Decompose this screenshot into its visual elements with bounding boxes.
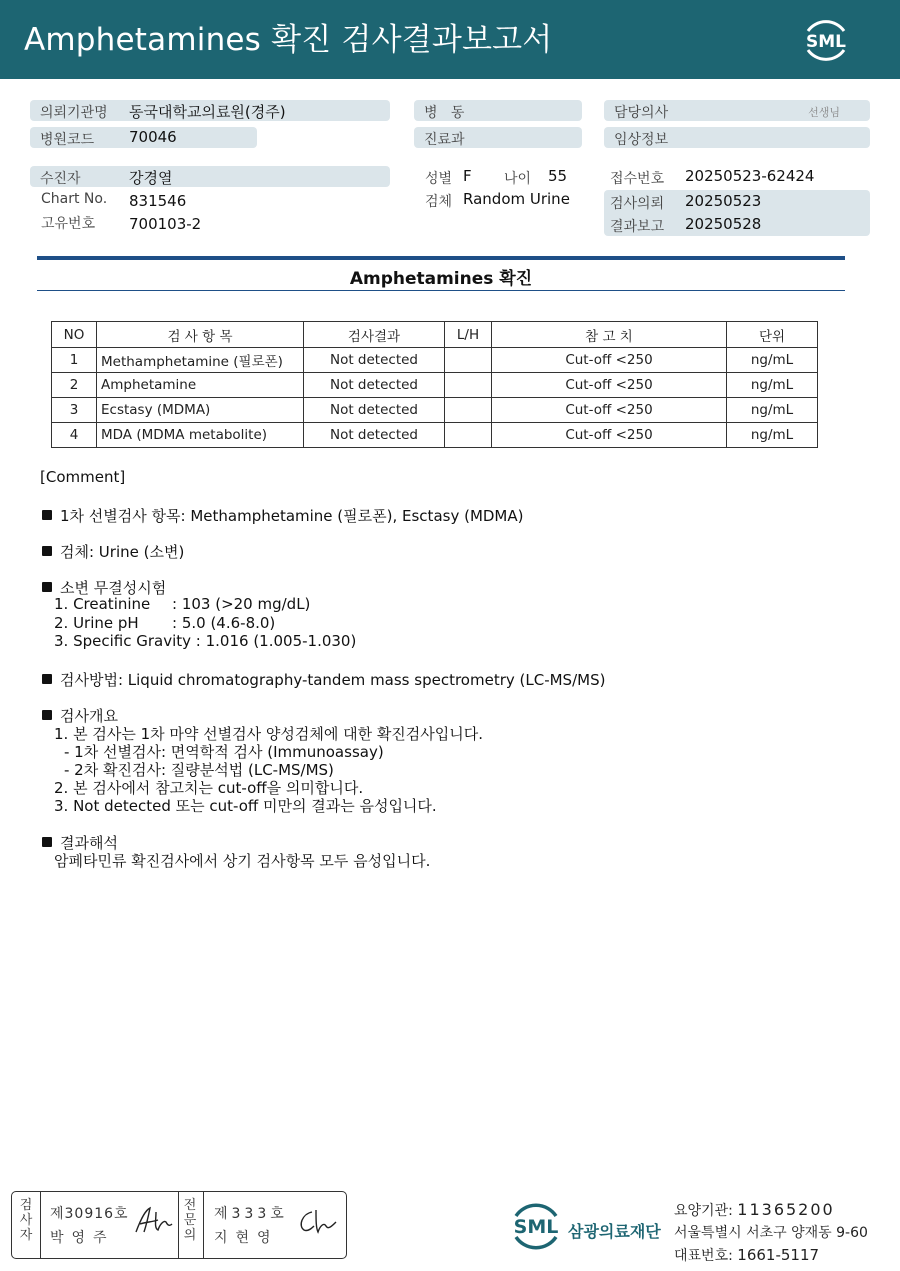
comment-interpretation-title-text: 결과해석 bbox=[60, 834, 118, 852]
clinical-info-field bbox=[604, 127, 870, 148]
interpretation-text: 암페타민류 확진검사에서 상기 검사항목 모두 음성입니다. bbox=[54, 852, 431, 870]
footer-org-name: 삼광의료재단 bbox=[568, 1222, 661, 1241]
care-code-label: 요양기관: bbox=[674, 1203, 733, 1219]
unique-no-value: 700103-2 bbox=[129, 215, 202, 233]
inspector-label-char: 사 bbox=[19, 1213, 33, 1228]
specialist-name: 지현영 bbox=[214, 1230, 279, 1246]
age-value: 55 bbox=[548, 167, 568, 185]
ward-field bbox=[414, 100, 582, 121]
request-date-value: 20250523 bbox=[685, 192, 762, 210]
request-date-label: 검사의뢰 bbox=[610, 196, 665, 212]
age-label: 나이 bbox=[504, 171, 532, 187]
section-divider-top bbox=[37, 256, 845, 260]
cell-item: Methamphetamine (필로폰) bbox=[97, 348, 304, 373]
patient-value: 강경열 bbox=[129, 169, 173, 187]
specimen-label: 검체 bbox=[425, 194, 453, 210]
footer-sml-logo-icon bbox=[508, 1198, 564, 1254]
doctor-suffix: 선생님 bbox=[808, 106, 840, 119]
cell-unit: ng/mL bbox=[727, 398, 818, 423]
comment-screening bbox=[42, 505, 524, 526]
institution-label: 의뢰기관명 bbox=[40, 105, 108, 121]
patient-label: 수진자 bbox=[40, 171, 81, 187]
phone-value: 1661-5117 bbox=[737, 1246, 820, 1264]
urinalysis-2-value: : 5.0 (4.6-8.0) bbox=[172, 614, 276, 632]
col-result: 검사결과 bbox=[304, 322, 445, 348]
report-title: Amphetamines 확진 검사결과보고서 bbox=[24, 22, 553, 58]
bullet-square-icon bbox=[42, 837, 52, 847]
comment-specimen-text: 검체: Urine (소변) bbox=[60, 543, 185, 561]
dates-field bbox=[604, 190, 870, 236]
care-code bbox=[674, 1200, 835, 1220]
cell-lh bbox=[445, 348, 492, 373]
col-ref: 참 고 치 bbox=[492, 322, 727, 348]
signature-divider bbox=[40, 1192, 41, 1258]
cell-no: 3 bbox=[52, 398, 97, 423]
table-row bbox=[52, 348, 818, 373]
inspector-signature-icon bbox=[132, 1204, 176, 1238]
table-row bbox=[52, 373, 818, 398]
phone-label: 대표번호: bbox=[674, 1248, 733, 1264]
section-divider-bottom bbox=[37, 290, 845, 291]
footer-address: 서울특별시 서초구 양재동 9-60 bbox=[674, 1225, 868, 1241]
specialist-label bbox=[178, 1198, 202, 1264]
cell-no: 2 bbox=[52, 373, 97, 398]
specialist-label-char: 의 bbox=[183, 1228, 197, 1243]
results-table bbox=[51, 321, 818, 448]
specialist-label-char: 문 bbox=[183, 1213, 197, 1228]
cell-item: Amphetamine bbox=[97, 373, 304, 398]
report-date-value: 20250528 bbox=[685, 215, 762, 233]
hospital-code-label: 병원코드 bbox=[40, 132, 95, 148]
cell-no: 4 bbox=[52, 423, 97, 448]
inspector-label bbox=[14, 1198, 38, 1264]
sml-logo-icon bbox=[800, 14, 852, 66]
cell-ref: Cut-off <250 bbox=[492, 373, 727, 398]
clinical-info-label: 임상정보 bbox=[614, 132, 669, 148]
receipt-no-value: 20250523-62424 bbox=[685, 167, 815, 185]
table-row bbox=[52, 398, 818, 423]
cell-unit: ng/mL bbox=[727, 423, 818, 448]
cell-item: Ecstasy (MDMA) bbox=[97, 398, 304, 423]
section-title: Amphetamines 확진 bbox=[349, 269, 533, 289]
overview-2: 2. 본 검사에서 참고치는 cut-off을 의미합니다. bbox=[54, 779, 364, 797]
inspector-label-char: 검 bbox=[19, 1198, 33, 1213]
cell-ref: Cut-off <250 bbox=[492, 348, 727, 373]
overview-1a: - 1차 선별검사: 면역학적 검사 (Immunoassay) bbox=[64, 743, 384, 761]
doctor-field bbox=[604, 100, 870, 121]
comment-heading: [Comment] bbox=[40, 468, 126, 486]
col-item: 검 사 항 목 bbox=[97, 322, 304, 348]
comment-urinalysis-title-text: 소변 무결성시험 bbox=[60, 579, 167, 597]
cell-unit: ng/mL bbox=[727, 373, 818, 398]
cell-unit: ng/mL bbox=[727, 348, 818, 373]
sex-label: 성별 bbox=[425, 171, 453, 187]
specialist-license: 제333호 bbox=[214, 1206, 288, 1222]
patient-field bbox=[30, 166, 390, 187]
sml-logo-text: SML bbox=[806, 32, 846, 52]
cell-ref: Cut-off <250 bbox=[492, 423, 727, 448]
urinalysis-1-name: 1. Creatinine bbox=[54, 595, 151, 613]
cell-no: 1 bbox=[52, 348, 97, 373]
footer-logo-text: SML bbox=[513, 1216, 559, 1238]
department-label: 진료과 bbox=[424, 132, 465, 148]
comment-method bbox=[42, 669, 605, 690]
overview-3: 3. Not detected 또는 cut-off 미만의 결과는 음성입니다. bbox=[54, 797, 437, 815]
signature-divider bbox=[203, 1192, 204, 1258]
specimen-value: Random Urine bbox=[463, 190, 570, 208]
col-lh: L/H bbox=[445, 322, 492, 348]
table-header-row bbox=[52, 322, 818, 348]
urinalysis-3: 3. Specific Gravity : 1.016 (1.005-1.030) bbox=[54, 632, 357, 650]
specialist-label-char: 전 bbox=[183, 1198, 197, 1213]
care-code-value: 11365200 bbox=[737, 1200, 835, 1219]
bullet-square-icon bbox=[42, 710, 52, 720]
specialist-signature-icon bbox=[294, 1206, 338, 1238]
bullet-square-icon bbox=[42, 546, 52, 556]
urinalysis-1-value: : 103 (>20 mg/dL) bbox=[172, 595, 311, 613]
bullet-square-icon bbox=[42, 582, 52, 592]
bullet-square-icon bbox=[42, 674, 52, 684]
signature-box bbox=[11, 1191, 347, 1259]
sex-value: F bbox=[463, 167, 472, 185]
cell-result: Not detected bbox=[304, 373, 445, 398]
doctor-label: 담당의사 bbox=[614, 105, 669, 121]
hospital-code-value: 70046 bbox=[129, 128, 177, 146]
col-no: NO bbox=[52, 322, 97, 348]
chart-no-label: Chart No. bbox=[41, 191, 108, 207]
cell-ref: Cut-off <250 bbox=[492, 398, 727, 423]
comment-specimen bbox=[42, 541, 184, 562]
inspector-label-char: 자 bbox=[19, 1228, 33, 1243]
col-unit: 단위 bbox=[727, 322, 818, 348]
cell-result: Not detected bbox=[304, 398, 445, 423]
hospital-code-field bbox=[30, 127, 257, 148]
ward-label: 병 동 bbox=[424, 105, 465, 121]
cell-lh bbox=[445, 423, 492, 448]
cell-result: Not detected bbox=[304, 348, 445, 373]
comment-method-text: 검사방법: Liquid chromatography-tandem mass spectrometry (LC-MS/MS) bbox=[60, 671, 606, 689]
institution-field bbox=[30, 100, 390, 121]
footer-phone bbox=[674, 1245, 819, 1265]
chart-no-value: 831546 bbox=[129, 192, 187, 210]
receipt-no-label: 접수번호 bbox=[610, 171, 665, 187]
department-field bbox=[414, 127, 582, 148]
inspector-name: 박영주 bbox=[50, 1230, 115, 1246]
unique-no-label: 고유번호 bbox=[41, 216, 96, 232]
cell-item: MDA (MDMA metabolite) bbox=[97, 423, 304, 448]
bullet-square-icon bbox=[42, 510, 52, 520]
institution-value: 동국대학교의료원(경주) bbox=[129, 103, 286, 121]
inspector-license: 제30916호 bbox=[50, 1206, 129, 1222]
comment-overview-title-text: 검사개요 bbox=[60, 707, 118, 725]
cell-lh bbox=[445, 398, 492, 423]
table-row bbox=[52, 423, 818, 448]
comment-screening-text: 1차 선별검사 항목: Methamphetamine (필로폰), Esctasy (MDMA) bbox=[60, 507, 524, 525]
cell-result: Not detected bbox=[304, 423, 445, 448]
overview-1: 1. 본 검사는 1차 마약 선별검사 양성검체에 대한 확진검사입니다. bbox=[54, 725, 484, 743]
cell-lh bbox=[445, 373, 492, 398]
overview-1b: - 2차 확진검사: 질량분석법 (LC-MS/MS) bbox=[64, 761, 334, 779]
urinalysis-2-name: 2. Urine pH bbox=[54, 614, 139, 632]
report-date-label: 결과보고 bbox=[610, 219, 665, 235]
